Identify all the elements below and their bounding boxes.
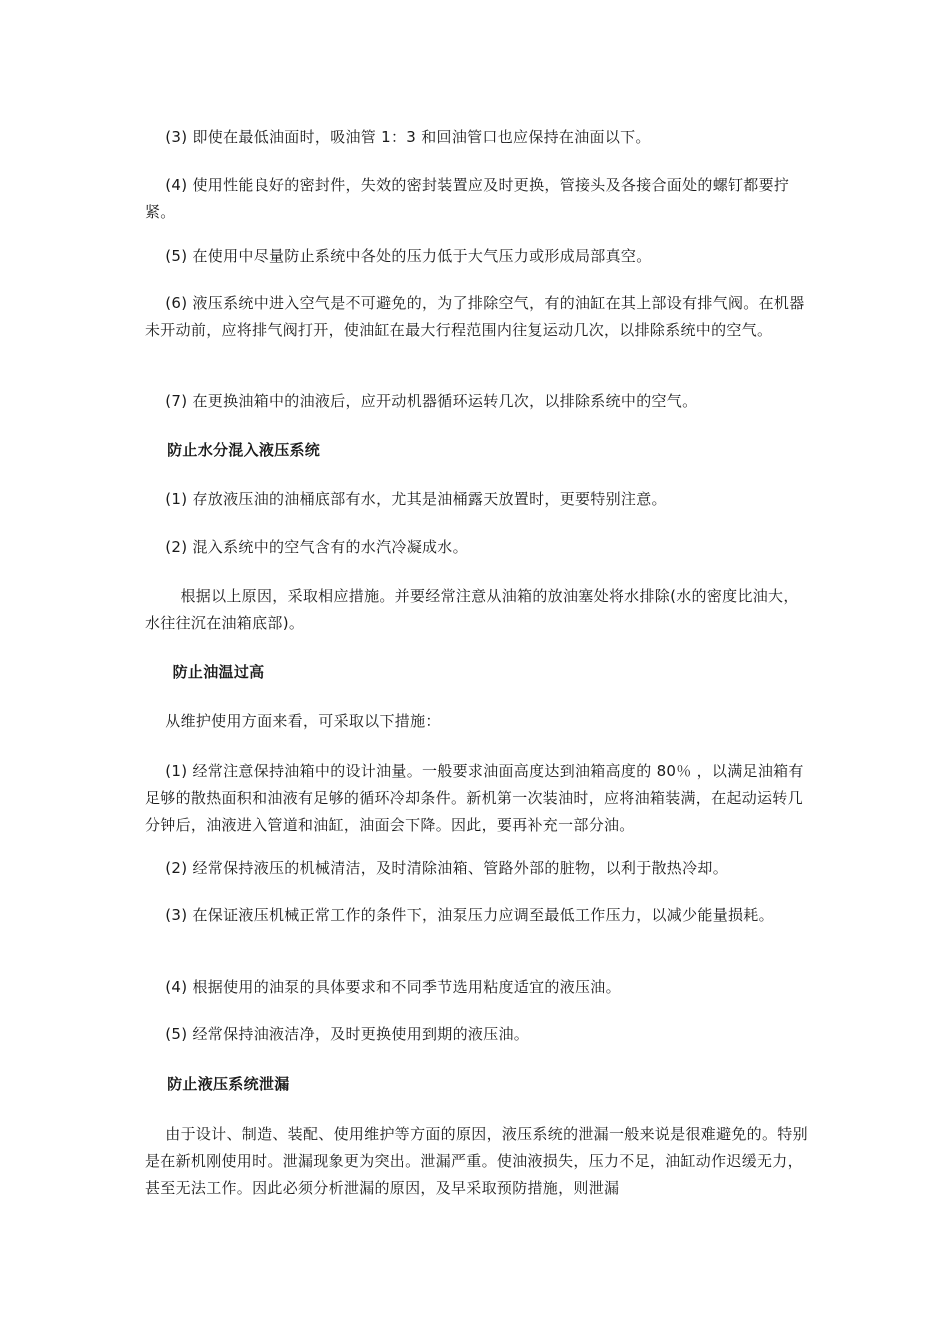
paragraph-item-4: (4) 使用性能良好的密封件，失效的密封装置应及时更换，管接头及各接合面处的螺钉都要拧紧。	[145, 176, 790, 221]
paragraph-item-7: (7) 在更换油箱中的油液后，应开动机器循环运转几次，以排除系统中的空气。	[145, 392, 698, 410]
paragraph-temperature-2: (2) 经常保持液压的机械清洁，及时清除油箱、管路外部的脏物，以利于散热冷却。	[145, 859, 729, 877]
paragraph-temperature-3: (3) 在保证液压机械正常工作的条件下，油泵压力应调至最低工作压力，以减少能量损耗。	[145, 906, 774, 924]
paragraph-item-6: (6) 液压系统中进入空气是不可避免的，为了排除空气，有的油缸在其上部设有排气阀。在机器未开动前，应将排气阀打开，使油缸在最大行程范围内往复运动几次，以排除系统中的空气。	[145, 294, 805, 339]
paragraph-item-3: (3) 即使在最低油面时，吸油管 1：3 和回油管口也应保持在油面以下。	[145, 128, 651, 146]
paragraph-water-1: (1) 存放液压油的油桶底部有水，尤其是油桶露天放置时，更要特别注意。	[145, 490, 667, 508]
paragraph-temperature-intro: 从维护使用方面来看，可采取以下措施：	[145, 712, 441, 730]
section-heading-leakage: 防止液压系统泄漏	[145, 1075, 290, 1093]
paragraph-water-measures: 根据以上原因，采取相应措施。并要经常注意从油箱的放油塞处将水排除(水的密度比油大，水往往沉在油箱底部)。	[145, 587, 799, 632]
paragraph-temperature-4: (4) 根据使用的油泵的具体要求和不同季节选用粘度适宜的液压油。	[145, 978, 621, 996]
paragraph-leakage: 由于设计、制造、装配、使用维护等方面的原因，液压系统的泄漏一般来说是很难避免的。特别是在新机刚使用时。泄漏现象更为突出。泄漏严重。使油液损失，压力不足，油缸动作迟缓无力，甚至无法工作。因此必须分析泄漏的原因，及早采取预防措施，则泄漏	[145, 1125, 808, 1197]
section-heading-water: 防止水分混入液压系统	[145, 441, 321, 459]
paragraph-water-2: (2) 混入系统中的空气含有的水汽冷凝成水。	[145, 538, 468, 556]
section-heading-temperature: 防止油温过高	[145, 663, 265, 681]
paragraph-item-5: (5) 在使用中尽量防止系统中各处的压力低于大气压力或形成局部真空。	[145, 247, 652, 265]
paragraph-temperature-1: (1) 经常注意保持油箱中的设计油量。一般要求油面高度达到油箱高度的 80％ ，以满足油箱有足够的散热面积和油液有足够的循环冷却条件。新机第一次装油时，应将油箱装满，在起动运转几分钟后，油液进入管道和油缸，油面会下降。因此，要再补充一部分油。	[145, 762, 804, 834]
paragraph-temperature-5: (5) 经常保持油液洁净，及时更换使用到期的液压油。	[145, 1025, 530, 1043]
